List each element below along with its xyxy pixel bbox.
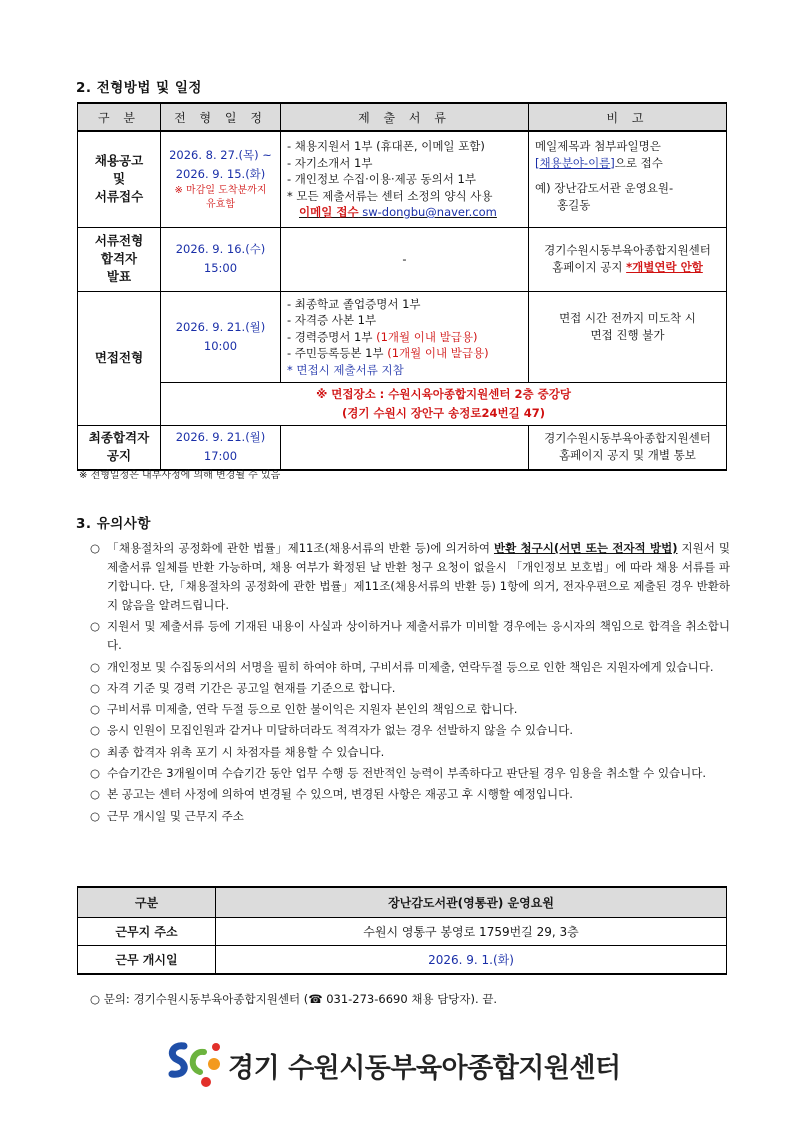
header-remarks: 비 고 (529, 103, 727, 131)
loc-start-value: 2026. 9. 1.(화) (216, 946, 727, 975)
loc-header-category: 구분 (78, 887, 216, 918)
footer-logo (164, 1036, 644, 1092)
row-documents: - (281, 227, 529, 291)
table-row (78, 426, 727, 470)
email-address[interactable]: sw-dongbu@naver.com (358, 205, 497, 219)
phone-number[interactable]: ☎ 031-273-6690 (308, 992, 408, 1006)
list-item: ○ 구비서류 미제출, 연락 두절 등으로 인한 불이익은 지원자 본인의 책임으로 합니다. (90, 702, 518, 717)
schedule-header-row (78, 103, 727, 131)
list-item: ○ 수습기간은 3개월이며 수습기간 동안 업무 수행 등 전반적인 능력이 부족하다고 판단될 경우 임용을 취소할 수 있습니다. (90, 766, 707, 781)
table-row (78, 918, 727, 946)
row-date: 2026. 9. 21.(월) 10:00 (161, 291, 281, 383)
loc-start-label: 근무 개시일 (78, 946, 216, 975)
list-item: ○ 근무 개시일 및 근무지 주소 (90, 808, 244, 823)
list-item: ○ 개인정보 및 수집동의서의 서명을 필히 하여야 하며, 구비서류 미제출, 연락두절 등으로 인한 책임은 지원자에게 있습니다. (90, 659, 714, 674)
header-schedule: 전 형 일 정 (161, 103, 281, 131)
list-item: ○ 자격 기준 및 경력 기간은 공고일 현재를 기준으로 합니다. (90, 680, 396, 695)
row-documents: - 채용지원서 1부 (휴대폰, 이메일 포함) - 자기소개서 1부 - 개인정보 수집·이용·제공 동의서 1부 * 모든 제출서류는 센터 소정의 양식 사용 이메일 접수 sw-dongbu@naver.com (281, 131, 529, 227)
list-item: ○ 응시 인원이 모집인원과 같거나 미달하더라도 적격자가 없는 경우 선발하지 않을 수 있습니다. (90, 723, 574, 738)
loc-header-position: 장난감도서관(영통관) 운영요원 (216, 887, 727, 918)
row-remarks: 경기수원시동부육아종합지원센터 홈페이지 공지 *개별연락 안함 (529, 227, 727, 291)
list-item: ○ 본 공고는 센터 사정에 의하여 변경될 수 있으며, 변경된 사항은 재공고 후 시행할 예정입니다. (90, 787, 573, 802)
list-item: ○ 지원서 및 제출서류 등에 기재된 내용이 사실과 상이하거나 제출서류가 미비할 경우에는 응시자의 책임으로 합격을 취소합니다. (90, 619, 730, 653)
work-location-table (77, 886, 727, 975)
row-documents: - 최종학교 졸업증명서 1부 - 자격증 사본 1부 - 경력증명서 1부 (1개월 이내 발급용) - 주민등록등본 1부 (1개월 이내 발급용) * 면접시 제출서류 지참 (281, 291, 529, 383)
loc-address-value: 수원시 영통구 봉영로 1759번길 29, 3층 (216, 918, 727, 946)
row-remarks: 경기수원시동부육아종합지원센터 홈페이지 공지 및 개별 통보 (529, 426, 727, 470)
row-remarks: 면접 시간 전까지 미도착 시 면접 진행 불가 (529, 291, 727, 383)
table-row (78, 291, 727, 383)
organization-logo-icon (164, 1038, 226, 1090)
row-category: 서류전형 합격자 발표 (78, 227, 161, 291)
row-category: 채용공고 및 서류접수 (78, 131, 161, 227)
interview-venue: ※ 면접장소 : 수원시육아종합지원센터 2층 중강당 (경기 수원시 장안구 송정로24번길 47) (161, 383, 727, 426)
section3-title: 3. 유의사항 (76, 516, 151, 532)
table-row (78, 227, 727, 291)
list-item: ○ 「채용절차의 공정화에 관한 법률」제11조(채용서류의 반환 등)에 의거하여 반환 청구시(서면 또는 전자적 방법) 지원서 및 제출서류 일체를 반환 가능하며, 채용 여부가 확정된 날 반환 청구 요청이 없을시 「개인정보 보호법」에 따라 채용 서류를 파기합니다. 단,「채용절차의 공정화에 관한 법률」제11조(채용서류의 반환 등) 1항에 의거, 전자우편으로 제출된 경우 반환하지 않음을 알려드립니다. (90, 541, 731, 612)
row-category: 면접전형 (78, 291, 161, 426)
row-remarks: 메일제목과 첨부파일명은 [채용분야-이름]으로 접수 예) 장난감도서관 운영요원- 홍길동 (529, 131, 727, 227)
contact-line: ○ 문의: 경기수원시동부육아종합지원센터 (☎ 031-273-6690 채용 담당자). 끝. (90, 992, 498, 1006)
header-documents: 제 출 서 류 (281, 103, 529, 131)
section2-title: 2. 전형방법 및 일정 (76, 80, 202, 96)
row-date: 2026. 8. 27.(목) ~ 2026. 9. 15.(화) ※ 마감일 도착분까지 유효함 (161, 131, 281, 227)
table-row (78, 383, 727, 426)
row-category: 최종합격자 공지 (78, 426, 161, 470)
organization-name: 경기 수원시동부육아종합지원센터 (228, 1053, 621, 1084)
table-row (78, 131, 727, 227)
email-label: 이메일 접수 (299, 205, 359, 219)
header-category: 구 분 (78, 103, 161, 131)
row-documents (281, 426, 529, 470)
row-date: 2026. 9. 16.(수) 15:00 (161, 227, 281, 291)
table-row (78, 946, 727, 975)
notes-list (90, 539, 730, 828)
list-item: ○ 최종 합격자 위촉 포기 시 차점자를 채용할 수 있습니다. (90, 744, 385, 759)
schedule-table (77, 102, 727, 471)
schedule-footnote: ※ 전형일정은 내부사정에 의해 변경될 수 있음 (79, 470, 281, 481)
table-row (78, 887, 727, 918)
loc-address-label: 근무지 주소 (78, 918, 216, 946)
row-date: 2026. 9. 21.(월) 17:00 (161, 426, 281, 470)
